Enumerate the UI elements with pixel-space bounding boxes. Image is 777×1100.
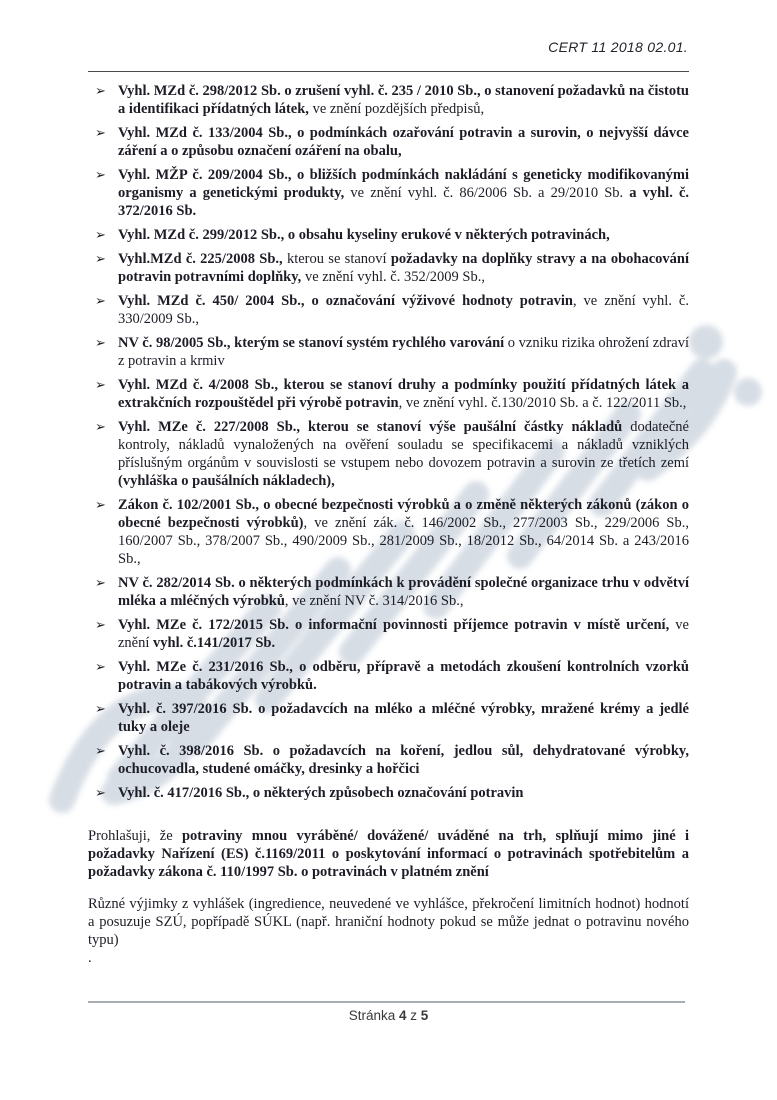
list-item [88, 418, 689, 490]
list-item [88, 334, 689, 370]
list-item-text [118, 659, 689, 693]
list-item-text [118, 125, 689, 159]
arrow-bullet-icon: ➢ [95, 743, 106, 758]
text-segment: ve znění [118, 617, 689, 651]
text-segment: Vyhl. MZe č. 172/2015 Sb. o informační povinnosti příjemce potravin v místě určení, [118, 617, 670, 633]
list-item [88, 496, 689, 568]
page-footer [0, 1007, 777, 1025]
list-item [88, 376, 689, 412]
list-item [88, 700, 689, 736]
text-segment: z [406, 1008, 421, 1023]
text-segment: kterou se stanoví [282, 251, 391, 267]
text-segment: Vyhl.MZd č. 225/2008 Sb., [118, 251, 283, 267]
arrow-bullet-icon: ➢ [95, 419, 106, 434]
stray-period [88, 949, 689, 967]
arrow-bullet-icon: ➢ [95, 293, 106, 308]
text-segment: Vyhl. MZd č. 298/2012 Sb. o zrušení vyhl. č. 235 / 2010 Sb., o stanovení požadavků na čistotu a identifikaci přídatných látek, [118, 83, 689, 117]
text-segment: NV č. 282/2014 Sb. o některých podmínkách k provádění společné organizace trhu v odvětví mléka a mléčných výrobků [118, 575, 689, 609]
text-segment: požadavky na doplňky stravy a na obohacování potravin potravními doplňky, [118, 251, 690, 285]
footer-divider [88, 1001, 685, 1003]
list-item [88, 292, 689, 328]
arrow-bullet-icon: ➢ [95, 575, 106, 590]
arrow-bullet-icon: ➢ [95, 701, 106, 716]
text-segment: ve znění vyhl. č. 352/2009 Sb., [301, 269, 485, 285]
text-segment: , ve znění vyhl. č. 330/2009 Sb., [118, 293, 689, 327]
document-code [548, 38, 688, 56]
text-segment: , ve znění zák. č. 146/2002 Sb., 277/2003 Sb., 229/2006 Sb., 160/2007 Sb., 378/2007 Sb., 490/2009 Sb., 281/2009 Sb., 18/2012 Sb., 64/2014 Sb. a 243/2016 Sb., [118, 515, 689, 567]
document-body [88, 82, 689, 967]
text-segment: Vyhl. MZd č. 133/2004 Sb., o podmínkách ozařování potravin a surovin, o nejvyšší dávce záření a o způsobu označení ozáření na obalu, [118, 125, 689, 159]
text-segment: Vyhl. MZd č. 299/2012 Sb., o obsahu kyseliny erukové v některých potravinách, [118, 227, 610, 243]
list-item-text [118, 785, 524, 801]
page-footer-text [349, 1008, 429, 1023]
text-segment: Vyhl. č. 398/2016 Sb. o požadavcích na koření, jedlou sůl, dehydratované výrobky, ochucovadla, studené omáčky, dresinky a hořčici [118, 743, 689, 777]
arrow-bullet-icon: ➢ [95, 497, 106, 512]
text-segment: Vyhl. MZe č. 227/2008 Sb., kterou se stanoví výše paušální částky nákladů [118, 419, 623, 435]
text-segment: Vyhl. č. 417/2016 Sb., o některých způsobech označování potravin [118, 785, 524, 801]
arrow-bullet-icon: ➢ [95, 167, 106, 182]
text-segment: vyhl. č.141/2017 Sb. [153, 635, 276, 651]
list-item-text [118, 335, 689, 369]
list-item-text [118, 377, 689, 411]
text-segment: Vyhl. č. 397/2016 Sb. o požadavcích na mléko a mléčné výrobky, mražené krémy a jedlé tuky a oleje [118, 701, 689, 735]
text-segment: Vyhl. MZd č. 450/ 2004 Sb., o označování výživové hodnoty potravin [118, 293, 573, 309]
list-item [88, 82, 689, 118]
text-segment: Vyhl. MZd č. 4/2008 Sb., kterou se stanoví druhy a podmínky použití přídatných látek a extrakčních rozpouštědel při výrobě potravin [118, 377, 689, 411]
arrow-bullet-icon: ➢ [95, 335, 106, 350]
declaration-paragraph [88, 827, 689, 881]
list-item [88, 166, 689, 220]
list-item-text [118, 83, 689, 117]
text-segment: NV č. 98/2005 Sb., kterým se stanoví systém rychlého varování [118, 335, 505, 351]
list-item-text [118, 167, 689, 219]
closing-paragraphs [88, 827, 689, 967]
list-item [88, 784, 689, 802]
text-segment: ve znění vyhl. č. 86/2006 Sb. a 29/2010 Sb. [344, 185, 630, 201]
text-segment: Vyhl. MŽP č. 209/2004 Sb., o bližších podmínkách nakládání s geneticky modifikovanými organismy a genetickými produkty, [118, 167, 689, 201]
arrow-bullet-icon: ➢ [95, 659, 106, 674]
text-segment: Prohlašuji, že [88, 828, 182, 844]
list-item-text [118, 617, 689, 651]
text-segment: potraviny mnou vyráběné/ dovážené/ uváděné na trh, splňují mimo jiné i požadavky Nařízení (ES) č.1169/2011 o poskytování informací o potravinách spotřebitelům a požadavky zákona č. 110/1997 Sb. o potravinách v platném znění [88, 828, 689, 880]
list-item-text [118, 701, 689, 735]
list-item-text [118, 419, 689, 489]
text-segment: dodatečné kontroly, nákladů vynaložených na ověření souladu se specifikacemi a nákladů vzniklých příslušným orgánům v souvislosti se vstupem nebo dovozem potravin a surovin ze třetích zemí [118, 419, 689, 471]
list-item-text [118, 293, 689, 327]
text-segment: (vyhláška o paušálních nákladech), [118, 473, 335, 489]
text-segment: , ve znění vyhl. č.130/2010 Sb. a č. 122/2011 Sb., [398, 395, 687, 411]
arrow-bullet-icon: ➢ [95, 785, 106, 800]
text-segment: . [88, 950, 92, 966]
list-item-text [118, 743, 689, 777]
list-item [88, 574, 689, 610]
text-segment: ve znění pozdějších předpisů, [308, 101, 485, 117]
list-item [88, 742, 689, 778]
arrow-bullet-icon: ➢ [95, 83, 106, 98]
list-item [88, 124, 689, 160]
list-item [88, 226, 689, 244]
arrow-bullet-icon: ➢ [95, 227, 106, 242]
header-divider [88, 71, 689, 72]
text-segment: 5 [420, 1008, 429, 1023]
list-item [88, 658, 689, 694]
list-item-text [118, 497, 689, 567]
arrow-bullet-icon: ➢ [95, 251, 106, 266]
list-item-text [118, 227, 610, 243]
list-item-text [118, 251, 689, 285]
list-item [88, 250, 689, 286]
list-item-text [118, 575, 689, 609]
arrow-bullet-icon: ➢ [95, 617, 106, 632]
text-segment: a vyhl. č. 372/2016 Sb. [118, 185, 690, 219]
list-item [88, 616, 689, 652]
document-code-text: CERT 11 2018 02.01. [548, 39, 688, 55]
text-segment: Vyhl. MZe č. 231/2016 Sb., o odběru, přípravě a metodách zkoušení kontrolních vzorků potravin a tabákových výrobků. [118, 659, 689, 693]
text-segment: o vzniku rizika ohrožení zdraví z potravin a krmiv [118, 335, 689, 369]
regulation-list [88, 82, 689, 802]
text-segment: Zákon č. 102/2001 Sb., o obecné bezpečnosti výrobků a o změně některých zákonů (zákon o obecné bezpečnosti výrobků) [118, 497, 689, 531]
arrow-bullet-icon: ➢ [95, 377, 106, 392]
text-segment: , ve znění NV č. 314/2016 Sb., [284, 593, 464, 609]
text-segment: Stránka [348, 1008, 399, 1023]
arrow-bullet-icon: ➢ [95, 125, 106, 140]
exceptions-paragraph [88, 895, 689, 949]
text-segment: Různé výjimky z vyhlášek (ingredience, neuvedené ve vyhlášce, překročení limitních hodnot) hodnotí a posuzuje SZÚ, popřípadě SÚKL (např. hraniční hodnoty pokud se může jednat o potravinu nového typu) [88, 896, 689, 948]
text-segment: 4 [398, 1008, 407, 1023]
